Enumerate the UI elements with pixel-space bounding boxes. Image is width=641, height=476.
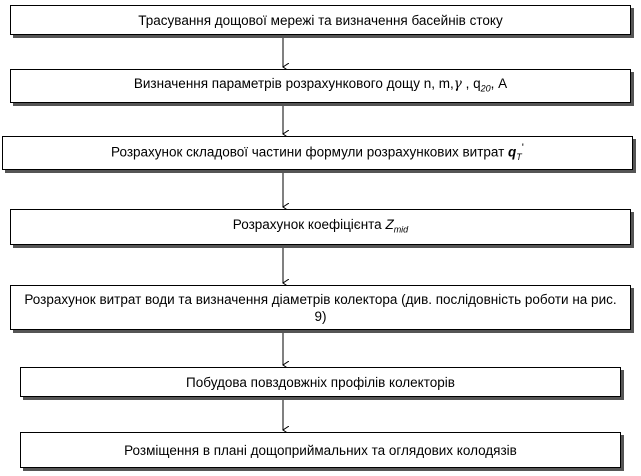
step-4-box — [10, 209, 631, 245]
step-3-text: Розрахунок складової частини формули розрахункових витрат $q_T'$ — [111, 141, 524, 163]
step-2-box — [10, 69, 631, 103]
step-1-box — [10, 5, 631, 35]
step-1-text: Трасування дощової мережі та визначення басейнів стоку — [138, 12, 503, 28]
step-6-box — [20, 367, 621, 397]
step-4-text: Розрахунок коефіцієнта $Z_{mid}$ — [232, 216, 409, 235]
step-3-box — [2, 136, 633, 170]
step-2-text: Визначення параметрів розрахункового дощу n, m,γ , $q_{20}$, А — [133, 75, 508, 94]
step-7-box — [20, 432, 621, 468]
step-7-text: Розміщення в плані дощоприймальних та оглядових колодязів — [124, 442, 517, 458]
step-5-box — [10, 285, 631, 330]
step-5-text: Розрахунок витрат води та визначення діаметрів колектора (див. послідовність роботи на рис. 9) — [24, 291, 617, 324]
step-6-text: Побудова повздовжніх профілів колекторів — [186, 374, 455, 390]
